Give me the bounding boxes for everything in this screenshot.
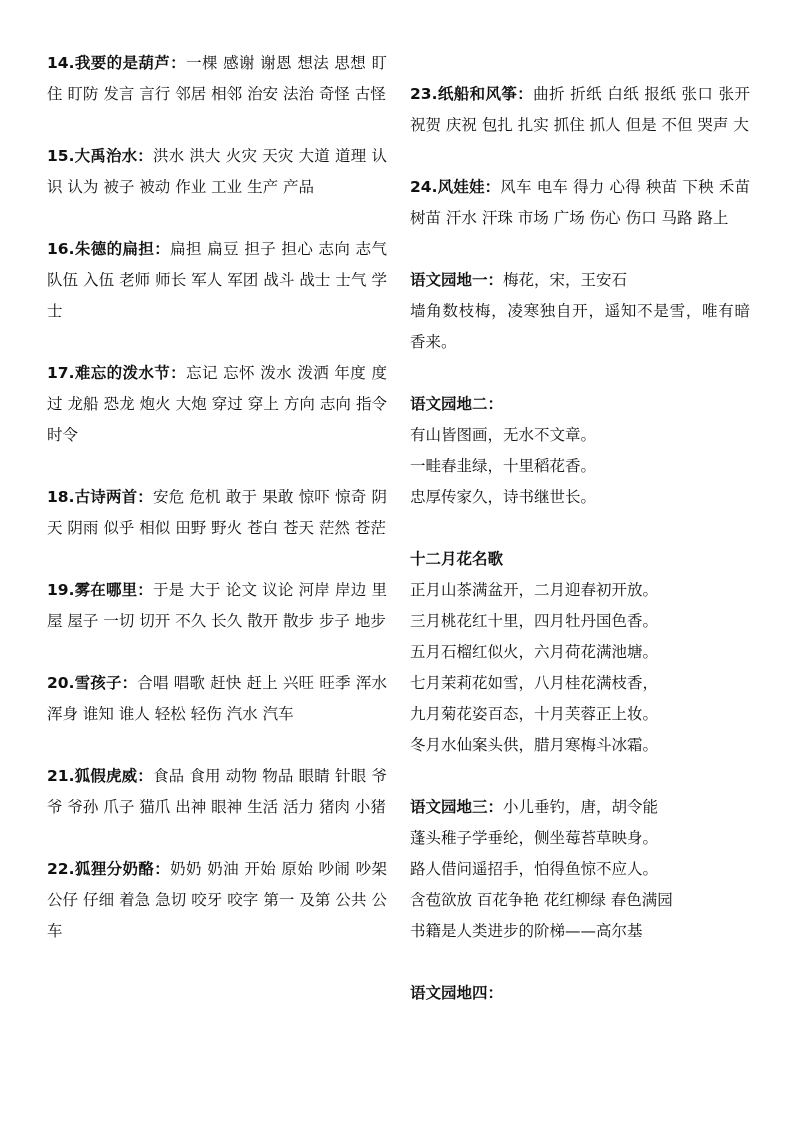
garden-1 [410, 265, 750, 358]
lesson-words: 风车 电车 得力 心得 秧苗 下秧 禾苗 树苗 汗水 汗珠 市场 广场 伤心 伤口 马路 路上 [410, 178, 750, 227]
lesson-title: 18.古诗两首： [47, 488, 153, 506]
lesson-23 [410, 79, 750, 141]
lesson-words: 奶奶 奶油 开始 原始 吵闹 吵架 公仔 仔细 着急 急切 咬牙 咬字 第一 及第 公共 公车 [47, 860, 387, 940]
garden-4 [410, 978, 750, 1009]
lesson-21 [47, 761, 387, 823]
flower-song [410, 544, 750, 761]
lesson-words: 食品 食用 动物 物品 眼睛 针眼 爷爷 爷孙 爪子 猫爪 出神 眼神 生活 活力 猪肉 小猪 [47, 767, 387, 816]
lesson-14 [47, 48, 387, 110]
lesson-18 [47, 482, 387, 544]
lesson-title: 22.狐狸分奶酪： [47, 860, 171, 878]
couplet-line: 有山皆图画，无水不文章。 [410, 426, 597, 444]
lesson-17 [47, 358, 387, 451]
poem-line: 蓬头稚子学垂纶，侧坐莓苔草映身。 [410, 829, 659, 847]
garden-title: 语文园地四： [410, 984, 504, 1002]
lesson-title: 19.雾在哪里： [47, 581, 153, 599]
song-line: 三月桃花红十里，四月牡丹国色香。 [410, 612, 659, 630]
couplet-line: 忠厚传家久，诗书继世长。 [410, 488, 597, 506]
quote-line: 书籍是人类进步的阶梯——高尔基 [410, 922, 643, 940]
lesson-words: 曲折 折纸 白纸 报纸 张口 张开 祝贺 庆祝 包扎 扎实 抓住 抓人 但是 不但 哭声 大 [410, 85, 750, 134]
poem-line: 路人借问遥招手，怕得鱼惊不应人。 [410, 860, 659, 878]
garden-title: 语文园地二： [410, 395, 504, 413]
couplet-line: 一畦春韭绿，十里稻花香。 [410, 457, 597, 475]
left-column [47, 48, 387, 947]
lesson-19 [47, 575, 387, 637]
poem-heading: 梅花，宋，王安石 [503, 271, 628, 289]
poem-heading: 小儿垂钓，唐，胡令能 [503, 798, 659, 816]
lesson-words: 于是 大于 论文 议论 河岸 岸边 里屋 屋子 一切 切开 不久 长久 散开 散步 步子 地步 [47, 581, 387, 630]
song-title: 十二月花名歌 [410, 550, 504, 568]
garden-title: 语文园地一： [410, 271, 504, 289]
lesson-title: 20.雪孩子： [47, 674, 138, 692]
lesson-20 [47, 668, 387, 730]
lesson-words: 安危 危机 敢于 果敢 惊吓 惊奇 阴天 阴雨 似乎 相似 田野 野火 苍白 苍天 茫然 苍茫 [47, 488, 387, 537]
lesson-title: 21.狐假虎威： [47, 767, 153, 785]
lesson-title: 14.我要的是葫芦： [47, 54, 187, 72]
lesson-title: 17.难忘的泼水节： [47, 364, 187, 382]
lesson-words: 忘记 忘怀 泼水 泼洒 年度 度过 龙船 恐龙 炮火 大炮 穿过 穿上 方向 志向 指令 时令 [47, 364, 387, 444]
song-line: 九月菊花姿百态，十月芙蓉正上妆。 [410, 705, 659, 723]
lesson-22 [47, 854, 387, 947]
song-line: 正月山茶满盆开，二月迎春初开放。 [410, 581, 659, 599]
right-column [410, 79, 750, 1009]
garden-3 [410, 792, 750, 947]
song-line: 七月茉莉花如雪，八月桂花满枝香， [410, 674, 659, 692]
idiom-line: 含苞欲放 百花争艳 花红柳绿 春色满园 [410, 891, 673, 909]
lesson-16 [47, 234, 387, 327]
song-line: 冬月水仙案头供，腊月寒梅斗冰霜。 [410, 736, 659, 754]
lesson-words: 洪水 洪大 火灾 天灾 大道 道理 认识 认为 被子 被动 作业 工业 生产 产品 [47, 147, 387, 196]
lesson-title: 24.风娃娃： [410, 178, 501, 196]
song-line: 五月石榴红似火，六月荷花满池塘。 [410, 643, 659, 661]
lesson-title: 23.纸船和风筝： [410, 85, 534, 103]
garden-title: 语文园地三： [410, 798, 504, 816]
lesson-title: 16.朱德的扁担： [47, 240, 171, 258]
garden-2 [410, 389, 750, 513]
lesson-24 [410, 172, 750, 234]
lesson-words: 合唱 唱歌 赶快 赶上 兴旺 旺季 浑水 浑身 谁知 谁人 轻松 轻伤 汽水 汽车 [47, 674, 387, 723]
poem-text: 墙角数枝梅，凌寒独自开，遥知不是雪，唯有暗香来。 [410, 302, 750, 351]
lesson-title: 15.大禹治水： [47, 147, 153, 165]
lesson-15 [47, 141, 387, 203]
lesson-words: 扁担 扁豆 担子 担心 志向 志气 队伍 入伍 老师 师长 军人 军团 战斗 战士 士气 学士 [47, 240, 387, 320]
lesson-words: 一棵 感谢 谢恩 想法 思想 盯住 盯防 发言 言行 邻居 相邻 治安 法治 奇怪 古怪 [47, 54, 387, 103]
